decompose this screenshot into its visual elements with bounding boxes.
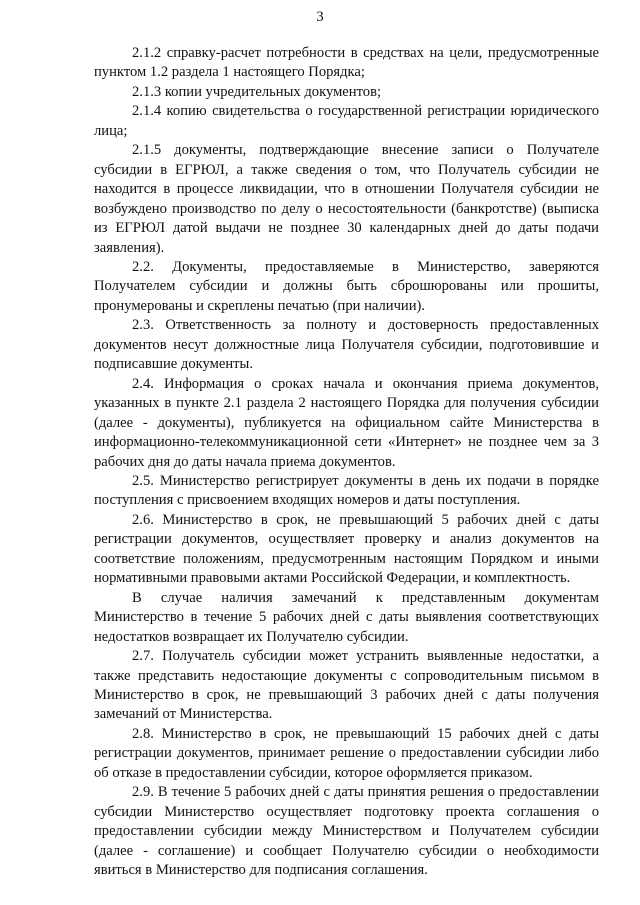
paragraph-2-9: 2.9. В течение 5 рабочих дней с даты принятия решения о предоставлении субсидии Министерство осуществляет подготовку проекта соглашения о предоставлении субсидии между Министерством и Получателем субсидии (далее - соглашение) и сообщает Получателю субсидии о необходимости явиться в Министерство для подписания соглашения.: [94, 784, 599, 879]
paragraph-2-2: 2.2. Документы, предоставляемые в Министерство, заверяются Получателем субсидии и должны быть сброшюрованы или прошиты, пронумерованы и скреплены печатью (при наличии).: [94, 258, 599, 314]
paragraph-2-4: 2.4. Информация о сроках начала и окончания приема документов, указанных в пункте 2.1 раздела 2 настоящего Порядка для получения субсидии (далее - документы), публикуется на официальном сайте Министерства в информационно-телекоммуникационной сети «Интернет» не позднее чем за 3 рабочих дня до даты начала приема документов.: [94, 375, 599, 470]
page-number: 3: [316, 9, 324, 25]
paragraph-2-6: 2.6. Министерство в срок, не превышающий 5 рабочих дней с даты регистрации документов, осуществляет проверку и анализ документов на соответствие положениям, предусмотренным настоящим Порядком и иными нормативными правовыми актами Российской Федерации, и комплектность.: [94, 511, 599, 587]
paragraph-2-1-4: 2.1.4 копию свидетельства о государственной регистрации юридического лица;: [94, 103, 599, 139]
paragraph-2-1-5: 2.1.5 документы, подтверждающие внесение записи о Получателе субсидии в ЕГРЮЛ, а также сведения о том, что Получатель субсидии не находится в процессе ликвидации, что в отношении Получателя субсидии не возбуждено производство по делу о несостоятельности (банкротстве) (выписка из ЕГРЮЛ датой выдачи не позднее 30 календарных дней до даты подачи заявления).: [94, 142, 599, 256]
paragraph-2-5: 2.5. Министерство регистрирует документы в день их подачи в порядке поступления с присвоением входящих номеров и даты поступления.: [94, 472, 599, 509]
paragraph-2-7: 2.7. Получатель субсидии может устранить выявленные недостатки, а также представить недостающие документы с сопроводительным письмом в Министерство в срок, не превышающий 3 рабочих дней с даты получения замечаний от Министерства.: [94, 648, 599, 723]
paragraph-2-1-3: 2.1.3 копии учредительных документов;: [132, 83, 382, 100]
paragraph-remarks: В случае наличия замечаний к представленным документам Министерство в течение 5 рабочих дней с даты выявления соответствующих недостатков возвращает их Получателю субсидии.: [94, 589, 599, 645]
paragraph-2-8: 2.8. Министерство в срок, не превышающий 15 рабочих дней с даты регистрации документов, принимает решение о предоставлении субсидии либо об отказе в предоставлении субсидии, которое оформляется приказом.: [94, 725, 599, 781]
paragraph-2-1-2: 2.1.2 справку-расчет потребности в средствах на цели, предусмотренные пунктом 1.2 раздела 1 настоящего Порядка;: [94, 45, 599, 81]
document-body: [94, 44, 599, 880]
paragraph-2-3: 2.3. Ответственность за полноту и достоверность предоставленных документов несут должностные лица Получателя субсидии, подготовившие и подписавшие документы.: [94, 317, 599, 373]
